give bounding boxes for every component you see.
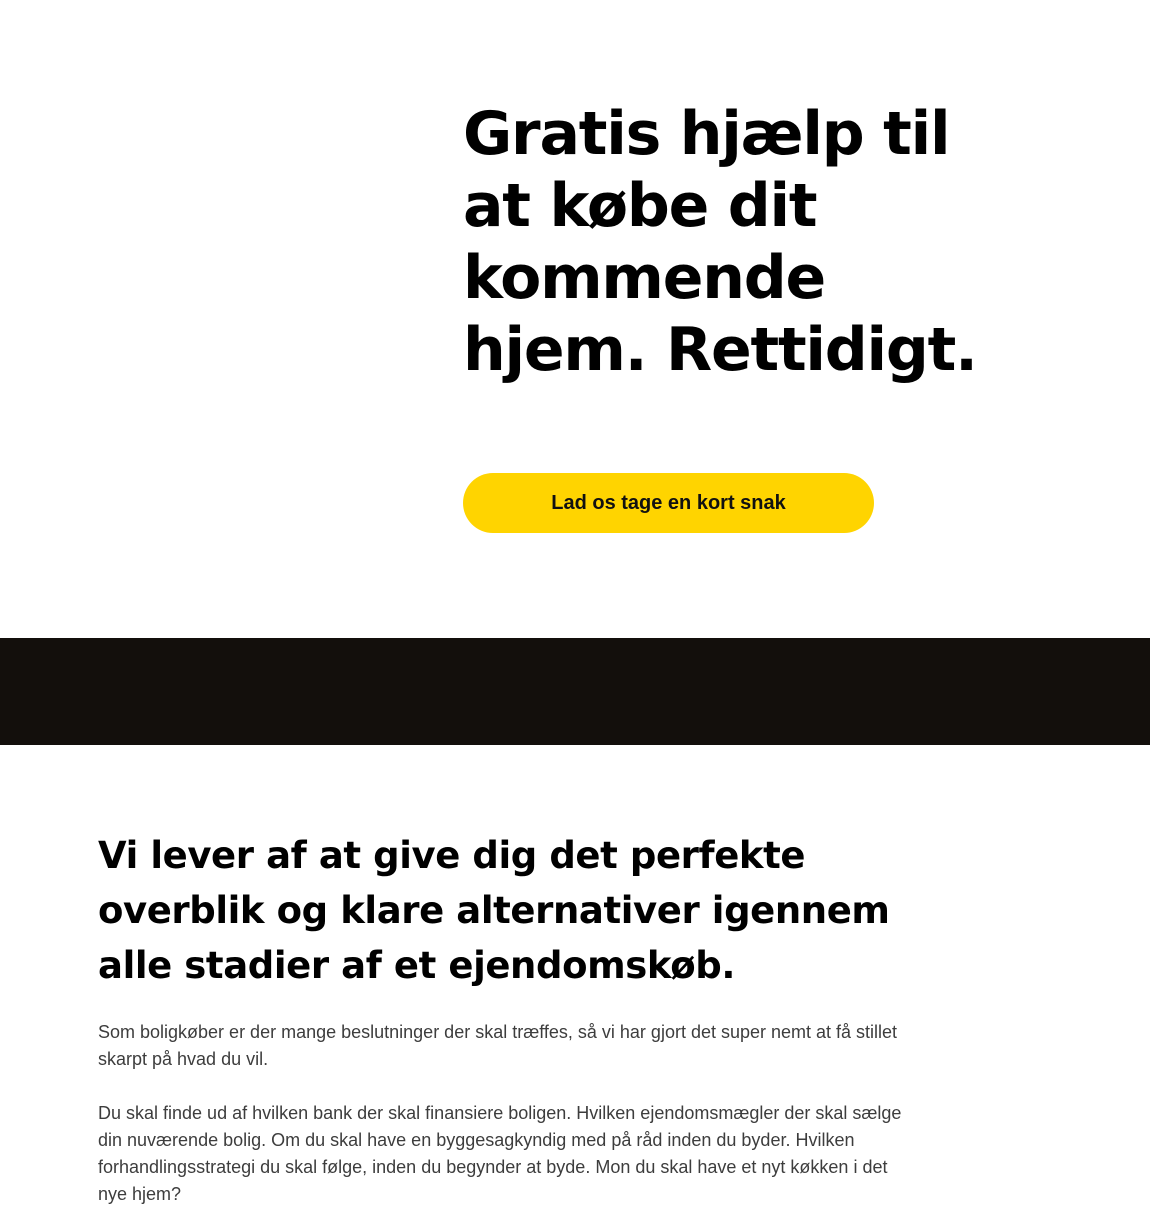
paragraph-line: nye hjem?	[98, 1184, 182, 1204]
paragraph-line: Som boligkøber er der mange beslutninger der skal træffes, så vi har gjort det super nemt at få stillet	[98, 1022, 898, 1042]
intro-heading	[98, 828, 998, 993]
intro-paragraph-2	[98, 1100, 948, 1208]
intro-heading-line: overblik og klare alternativer igennem	[98, 889, 890, 932]
hero-title-line: at købe dit	[463, 171, 817, 241]
paragraph-line: forhandlingsstrategi du skal følge, inden du begynder at byde. Mon du skal have et nyt køkken i det	[98, 1157, 888, 1177]
hero-title-line: hjem. Rettidigt.	[463, 315, 977, 385]
dark-divider-band	[0, 638, 1150, 745]
paragraph-line: Du skal finde ud af hvilken bank der skal finansiere boligen. Hvilken ejendomsmægler der skal sælge	[98, 1103, 902, 1123]
paragraph-line: din nuværende bolig. Om du skal have en byggesagkyndig med på råd inden du byder. Hvilken	[98, 1130, 855, 1150]
paragraph-line: skarpt på hvad du vil.	[98, 1049, 269, 1069]
intro-heading-line: Vi lever af at give dig det perfekte	[98, 834, 806, 877]
hero-title-line: Gratis hjælp til	[463, 99, 950, 169]
contact-cta-button[interactable]: Lad os tage en kort snak	[463, 473, 874, 533]
intro-paragraph-1	[98, 1019, 948, 1073]
intro-heading-line: alle stadier af et ejendomskøb.	[98, 944, 736, 987]
hero-title	[463, 98, 1063, 386]
hero-title-line: kommende	[463, 243, 826, 313]
